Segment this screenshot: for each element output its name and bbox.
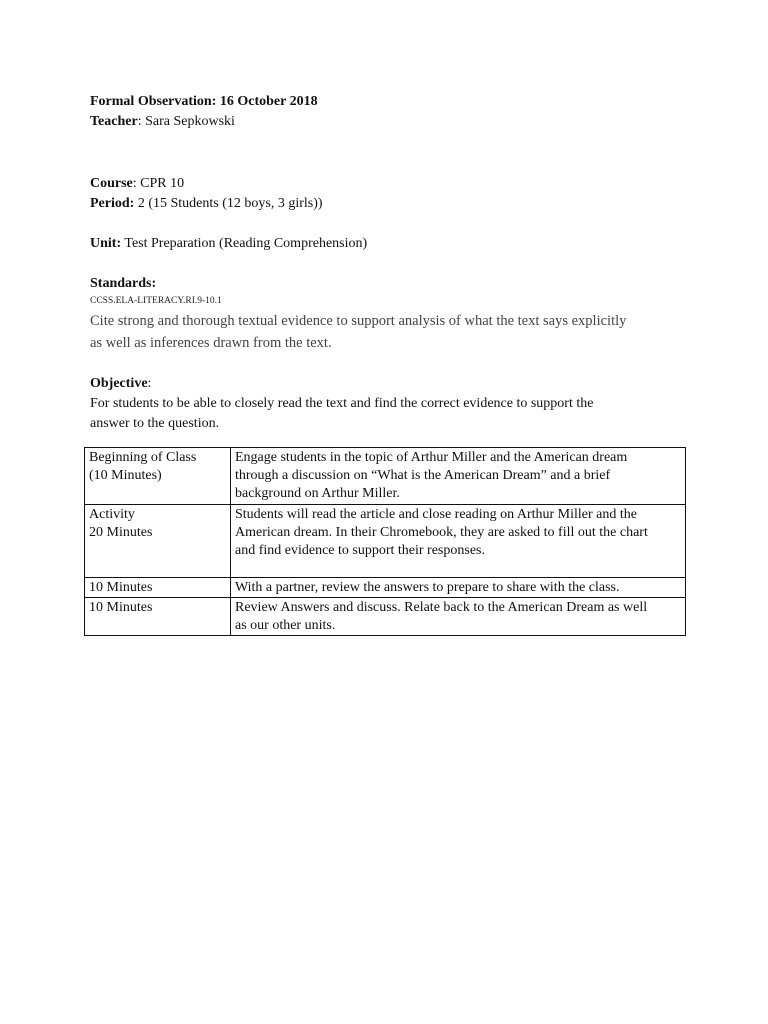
table-row [85,448,686,505]
objective-colon: : [147,376,152,391]
spacer [90,354,686,374]
activity-cell [231,505,686,578]
activity-line: background on Arthur Miller. [235,486,400,501]
standard-code: CCSS.ELA-LITERACY.RI.9-10.1 [90,296,222,306]
spacer [90,254,686,274]
time-line: 10 Minutes [89,600,153,615]
activity-line: American dream. In their Chromebook, they are asked to fill out the chart [235,525,648,540]
unit-value: Test Preparation (Reading Comprehension) [121,236,368,251]
course-value: : CPR 10 [132,176,185,191]
spacer [90,132,686,174]
objective-label: Objective [90,376,148,391]
table-row [85,578,686,598]
period-value: 2 (15 Students (12 boys, 3 girls)) [134,196,323,211]
spacer [90,214,686,234]
time-line: (10 Minutes) [89,468,162,483]
period-label: Period: [90,196,135,211]
objective-text-line: answer to the question. [90,416,220,431]
standard-text-line: as well as inferences drawn from the text. [90,335,332,351]
activity-cell [231,578,686,598]
time-line: 10 Minutes [89,580,153,595]
teacher-label: Teacher [90,114,138,129]
time-line: Beginning of Class [89,450,197,465]
unit-label: Unit: [90,236,122,251]
objective-text-line: For students to be able to closely read the text and find the correct evidence to support the [90,396,594,411]
table-row [85,598,686,636]
lesson-schedule-table [84,447,686,636]
standards-heading: Standards: [90,276,157,291]
activity-cell [231,448,686,505]
time-line: 20 Minutes [89,525,153,540]
activity-cell [231,598,686,636]
objective-text [90,394,686,434]
teacher-line [90,112,686,132]
period-line [90,194,686,214]
activity-line: Review Answers and discuss. Relate back to the American Dream as well [235,600,648,615]
observation-title: Formal Observation: 16 October 2018 [90,94,318,109]
standard-text [90,310,686,354]
time-cell [85,598,231,636]
time-line: Activity [89,507,135,522]
time-cell [85,448,231,505]
time-cell [85,578,231,598]
teacher-value: : Sara Sepkowski [137,114,235,129]
unit-line [90,234,686,254]
activity-line: through a discussion on “What is the American Dream” and a brief [235,468,611,483]
course-line [90,174,686,194]
table-row [85,505,686,578]
activity-line: as our other units. [235,618,336,633]
document-page [90,92,686,636]
activity-line: Students will read the article and close reading on Arthur Miller and the [235,507,637,522]
activity-line: With a partner, review the answers to prepare to share with the class. [235,580,620,595]
objective-heading [90,374,686,394]
time-cell [85,505,231,578]
activity-line: Engage students in the topic of Arthur Miller and the American dream [235,450,628,465]
course-label: Course [90,176,133,191]
activity-line: and find evidence to support their responses. [235,543,485,558]
standard-text-line: Cite strong and thorough textual evidence to support analysis of what the text says explicitly [90,313,627,329]
